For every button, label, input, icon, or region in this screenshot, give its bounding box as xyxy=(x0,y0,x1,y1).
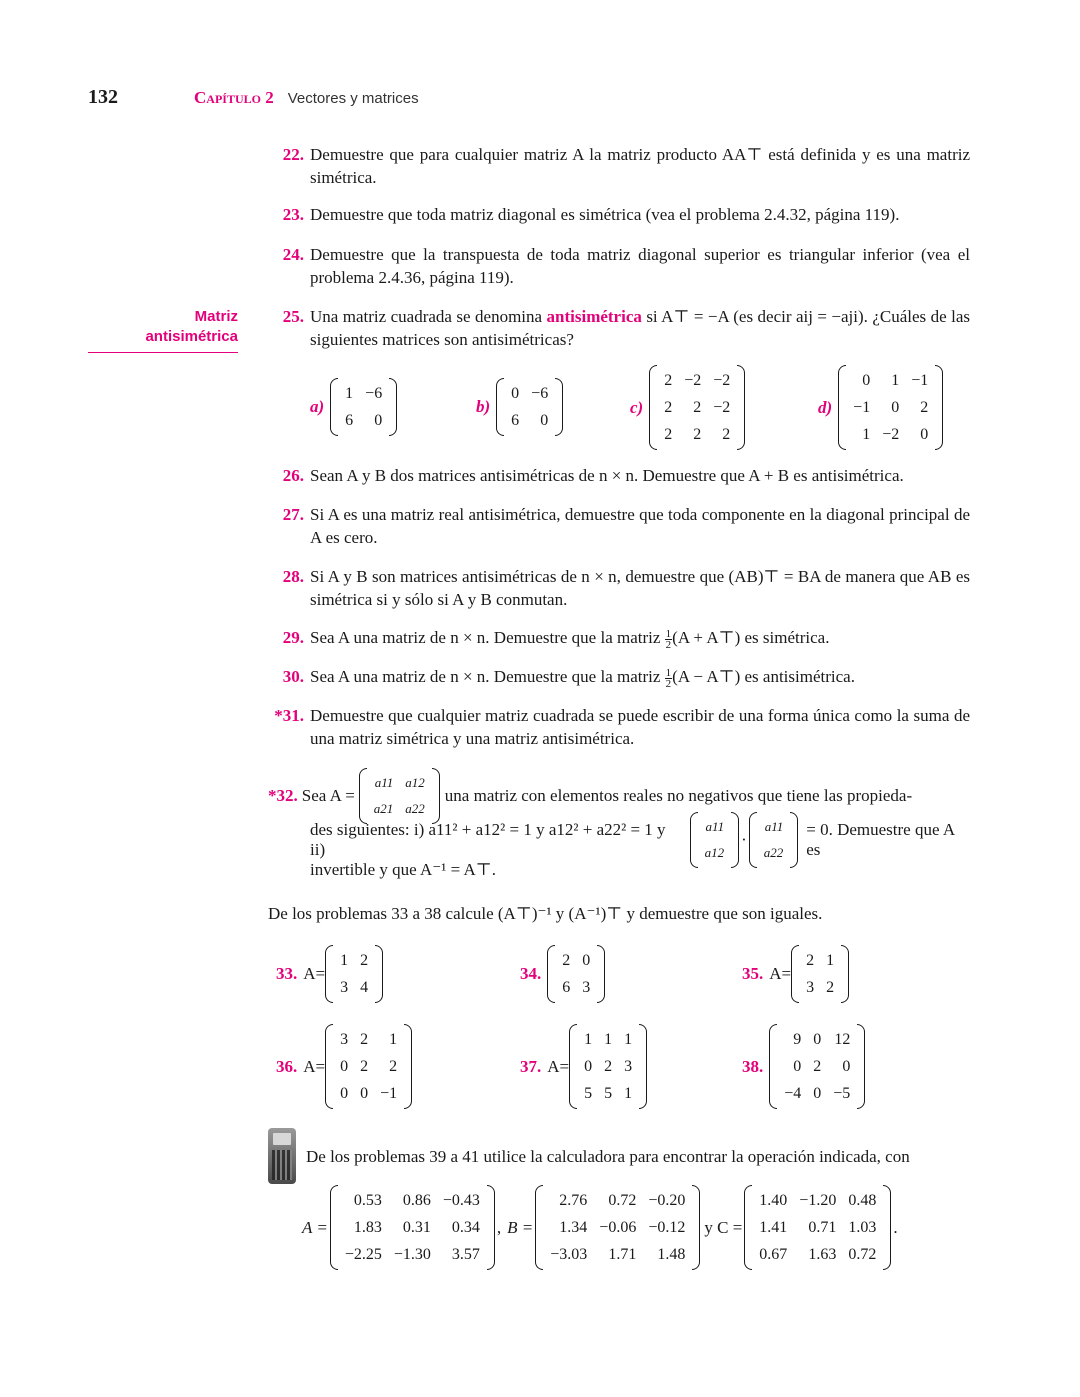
matrix-table xyxy=(339,380,388,434)
matrix-cell: 12 xyxy=(834,1031,851,1048)
matrix-cell: 1 xyxy=(826,952,835,969)
margin-note-line1: Matriz xyxy=(194,308,238,325)
matrix-cell: 0 xyxy=(793,1058,802,1075)
problem-text: Si A y B son matrices antisimétricas de n × n, demuestre que (AB)⊤ = BA de manera que AB es simétrica si y sólo si A y B conmutan. xyxy=(310,567,970,609)
matrix-table xyxy=(778,1026,856,1107)
intro-33-38: De los problemas 33 a 38 calcule (A⊤)⁻¹ y (A⁻¹)⊤ y demuestre que son iguales. xyxy=(268,904,823,923)
exercise-matrix xyxy=(325,945,383,1003)
problem-31 xyxy=(274,704,970,750)
running-head xyxy=(194,88,419,108)
calc-matrix-a xyxy=(330,1185,495,1270)
matrix-cell: −2 xyxy=(684,372,702,389)
matrix-d xyxy=(838,365,943,450)
matrix-row xyxy=(758,814,790,840)
exercise-matrix xyxy=(769,1024,865,1109)
matrix-cell: 2 xyxy=(826,979,835,996)
matrix-cell: 6 xyxy=(511,412,520,429)
matrix-cell: 2 xyxy=(562,952,571,969)
fraction-half: $\frac{1}{2}$ xyxy=(665,627,672,651)
matrix-cell: 3 xyxy=(340,979,349,996)
matrix-row xyxy=(544,1241,691,1268)
matrix-cell: 5 xyxy=(604,1085,613,1102)
matrix-cell: 1 xyxy=(604,1031,613,1048)
margin-note-line2: antisimétrica xyxy=(145,328,238,345)
matrix-row xyxy=(753,1241,882,1268)
matrix-cell: −0.20 xyxy=(648,1192,686,1209)
matrix-row xyxy=(556,974,596,1001)
problem-number: 25. xyxy=(282,307,304,326)
matrix-cell: −1 xyxy=(380,1085,398,1102)
exercise-number: 36. xyxy=(276,1056,298,1076)
matrix-b-label: B = xyxy=(507,1217,534,1237)
matrix-row xyxy=(505,407,554,434)
matrix-row xyxy=(334,974,374,1001)
exercise-prefix: A= xyxy=(303,964,326,983)
option-label: d) xyxy=(818,397,833,417)
problem-number: 24. xyxy=(282,245,304,264)
option-label: a) xyxy=(310,397,325,416)
matrix-cell: 0.31 xyxy=(402,1219,431,1236)
matrix-cell: 0.67 xyxy=(759,1246,788,1263)
exercise-matrix xyxy=(547,945,605,1003)
problem-text: Demuestre que toda matriz diagonal es simétrica (vea el problema 2.4.32, página 119). xyxy=(310,205,900,224)
matrix-cell: 0.53 xyxy=(353,1192,382,1209)
matrix-cell: 6 xyxy=(562,979,571,996)
matrix-cell: 0 xyxy=(862,372,871,389)
option-label: b) xyxy=(476,397,491,416)
problem-number: 29. xyxy=(282,628,304,647)
matrix-cell: a11 xyxy=(705,819,725,834)
matrix-cell: 2.76 xyxy=(559,1192,588,1209)
matrix-table xyxy=(753,1187,882,1268)
matrix-cell: 2 xyxy=(813,1058,822,1075)
matrix-cell: 1 xyxy=(389,1031,398,1048)
matrix-cell: 1.41 xyxy=(759,1219,788,1236)
exercise-matrix xyxy=(325,1024,412,1109)
matrix-row xyxy=(339,407,388,434)
exercise-35 xyxy=(742,945,849,1003)
matrix-cell: 1.48 xyxy=(657,1246,686,1263)
matrix-table xyxy=(578,1026,638,1107)
problem-number: *32. xyxy=(268,786,298,805)
problem-number: 30. xyxy=(282,667,304,686)
p25-option-d xyxy=(818,365,943,450)
matrix-cell: 0 xyxy=(511,385,520,402)
matrix-a-label: A = xyxy=(302,1217,328,1237)
p25-option-c xyxy=(630,365,745,450)
matrix-cell: 2 xyxy=(360,952,369,969)
intro-39-41: De los problemas 39 a 41 utilice la calculadora para encontrar la operación indicada, con xyxy=(306,1147,910,1166)
problem-text-post: (A − A⊤) es antisimétrica. xyxy=(672,667,855,686)
matrix-a xyxy=(330,378,397,436)
matrix-cell: 3 xyxy=(806,979,815,996)
matrix-row xyxy=(578,1080,638,1107)
matrix-cell: 5 xyxy=(584,1085,593,1102)
problem-number: 22. xyxy=(282,145,304,164)
problem-28 xyxy=(282,565,970,611)
matrix-cell: −4 xyxy=(784,1085,802,1102)
matrix-table xyxy=(556,947,596,1001)
matrix-cell: −1 xyxy=(911,372,929,389)
matrix-cell: 3 xyxy=(340,1031,349,1048)
matrix-cell: 0.48 xyxy=(848,1192,877,1209)
matrix-cell: 0 xyxy=(582,952,591,969)
matrix-c xyxy=(649,365,745,450)
matrix-cell: 1.83 xyxy=(353,1219,382,1236)
matrix-cell: 1 xyxy=(345,385,354,402)
matrix-cell: −2 xyxy=(713,372,731,389)
matrix-cell: 2 xyxy=(360,1031,369,1048)
matrix-table xyxy=(544,1187,691,1268)
problem-number: 28. xyxy=(282,567,304,586)
matrix-cell: 6 xyxy=(345,412,354,429)
matrix-row xyxy=(334,947,374,974)
exercise-36 xyxy=(276,1024,412,1109)
matrix-cell: −0.06 xyxy=(599,1219,637,1236)
problem-text-pre: Una matriz cuadrada se denomina xyxy=(310,307,547,326)
matrix-row xyxy=(658,421,736,448)
matrix-row xyxy=(699,814,731,840)
matrix-table xyxy=(334,1026,403,1107)
problem-text-pre: Sea A una matriz de n × n. Demuestre que la matriz xyxy=(310,667,665,686)
matrix-cell: 1 xyxy=(340,952,349,969)
problem-text-post: una matriz con elementos reales no negativos que tiene las propieda- xyxy=(444,786,913,805)
matrix-cell: 2 xyxy=(806,952,815,969)
exercise-37 xyxy=(520,1024,647,1109)
matrix-cell: 0.72 xyxy=(608,1192,637,1209)
matrix-table xyxy=(339,1187,486,1268)
exercise-38 xyxy=(742,1024,865,1109)
matrix-table xyxy=(800,947,840,1001)
matrix-c-label: y C = xyxy=(704,1217,743,1237)
matrix-cell: a12 xyxy=(704,845,725,860)
matrix-cell: 0 xyxy=(584,1058,593,1075)
matrix-cell: 0 xyxy=(340,1058,349,1075)
matrix-cell: 0.71 xyxy=(808,1219,837,1236)
matrix-cell: a11 xyxy=(374,775,394,790)
page-number: 132 xyxy=(88,86,118,108)
matrix-row xyxy=(658,394,736,421)
term-antisimetrica: antisimétrica xyxy=(546,307,642,326)
calc-matrix-c xyxy=(744,1185,891,1270)
matrix-cell: 2 xyxy=(693,399,702,416)
end-period: . xyxy=(893,1217,898,1237)
matrix-cell: −0.12 xyxy=(648,1219,686,1236)
matrix-cell: 1.71 xyxy=(608,1246,637,1263)
matrix-table xyxy=(658,367,736,448)
matrix-table xyxy=(334,947,374,1001)
matrix-cell: 0 xyxy=(360,1085,369,1102)
matrix-row xyxy=(753,1214,882,1241)
calculator-matrices xyxy=(302,1185,898,1270)
matrix-cell: 0 xyxy=(813,1085,822,1102)
matrix-cell: −1.30 xyxy=(393,1246,431,1263)
problem-text: Demuestre que la transpuesta de toda matriz diagonal superior es triangular inferior (vea el problema 2.4.36, página 119). xyxy=(310,245,970,287)
exercise-number: 33. xyxy=(276,964,298,983)
matrix-cell: 1 xyxy=(624,1031,633,1048)
problem-text-line2-pre: des siguientes: i) a11² + a12² = 1 y a12² + a22² = 1 y ii) xyxy=(310,820,666,859)
matrix-cell: −3.03 xyxy=(550,1246,588,1263)
matrix-row xyxy=(334,1080,403,1107)
problem-text: Demuestre que para cualquier matriz A la matriz producto AA⊤ está definida y es una matriz simétrica. xyxy=(310,145,970,187)
exercise-prefix: A= xyxy=(303,1056,326,1076)
matrix-cell: 9 xyxy=(793,1031,802,1048)
matrix-cell: 2 xyxy=(693,426,702,443)
problem-25 xyxy=(282,305,970,351)
matrix-row xyxy=(578,1026,638,1053)
matrix-cell: 2 xyxy=(360,1058,369,1075)
exercise-number: 34. xyxy=(520,964,542,983)
exercise-prefix: A= xyxy=(769,964,792,983)
matrix-cell: 2 xyxy=(664,399,673,416)
matrix-cell: −1 xyxy=(853,399,871,416)
exercise-matrix xyxy=(791,945,849,1003)
matrix-row xyxy=(800,974,840,1001)
matrix-cell: 2 xyxy=(664,426,673,443)
fraction-half: $\frac{1}{2}$ xyxy=(665,666,672,690)
exercise-matrix xyxy=(569,1024,647,1109)
matrix-cell: 0 xyxy=(374,412,383,429)
problem-text-pre: Sea A = xyxy=(301,786,355,805)
matrix-cell: 0 xyxy=(540,412,549,429)
matrix-cell: a22 xyxy=(405,801,425,816)
matrix-cell: −2 xyxy=(882,426,900,443)
matrix-b xyxy=(496,378,563,436)
calc-matrix-b xyxy=(535,1185,700,1270)
problem-number: *31. xyxy=(274,706,304,725)
separator: , xyxy=(496,1217,502,1237)
matrix-row xyxy=(847,394,934,421)
matrix-cell: 0 xyxy=(891,399,900,416)
matrix-cell: 2 xyxy=(389,1058,398,1075)
matrix-cell: 2 xyxy=(604,1058,613,1075)
problem-26 xyxy=(282,464,970,487)
matrix-cell: 1 xyxy=(891,372,900,389)
problem-text-pre: Sea A una matriz de n × n. Demuestre que la matriz xyxy=(310,628,665,647)
matrix-cell: a12 xyxy=(405,775,425,790)
problem-24 xyxy=(282,243,970,289)
problem-number: 26. xyxy=(282,466,304,485)
matrix-row xyxy=(578,1053,638,1080)
margin-note xyxy=(88,307,238,353)
matrix-cell: 1 xyxy=(624,1085,633,1102)
problem-27 xyxy=(282,503,970,549)
matrix-cell: 2 xyxy=(664,372,673,389)
matrix-row xyxy=(778,1053,856,1080)
matrix-cell: 0.72 xyxy=(848,1246,877,1263)
p25-option-b xyxy=(476,378,563,436)
problem-22 xyxy=(282,143,970,189)
matrix-row xyxy=(778,1080,856,1107)
exercise-number: 37. xyxy=(520,1056,542,1076)
matrix-cell: 3.57 xyxy=(451,1246,480,1263)
exercise-number: 38. xyxy=(742,1056,764,1076)
matrix-row xyxy=(544,1214,691,1241)
problem-text: Si A es una matriz real antisimétrica, demuestre que toda componente en la diagonal principal de A es cero. xyxy=(310,505,970,547)
matrix-cell: 1.63 xyxy=(808,1246,837,1263)
matrix-row xyxy=(778,1026,856,1053)
matrix-cell: 1 xyxy=(584,1031,593,1048)
matrix-row xyxy=(334,1053,403,1080)
option-label: c) xyxy=(630,397,644,417)
matrix-row xyxy=(334,1026,403,1053)
problem-text-line2-post: = 0. Demuestre que A es xyxy=(806,820,955,859)
exercise-number: 35. xyxy=(742,964,764,983)
matrix-cell: a21 xyxy=(373,801,394,816)
matrix-row xyxy=(847,421,934,448)
problem-23 xyxy=(282,203,970,226)
matrix-cell: −2 xyxy=(713,399,731,416)
matrix-row xyxy=(658,367,736,394)
matrix-row xyxy=(368,770,431,796)
problem-32-line3: invertible y que A⁻¹ = A⊤. xyxy=(310,860,497,879)
matrix-row xyxy=(800,947,840,974)
problem-number: 23. xyxy=(282,205,304,224)
matrix-cell: −5 xyxy=(833,1085,851,1102)
problem-30 xyxy=(282,665,970,690)
matrix-row xyxy=(339,1187,486,1214)
matrix-cell: 0 xyxy=(813,1031,822,1048)
matrix-table xyxy=(847,367,934,448)
matrix-cell: 3 xyxy=(582,979,591,996)
problem-text: Demuestre que cualquier matriz cuadrada se puede escribir de una forma única como la suma de una matriz simétrica y una matriz antisimétrica. xyxy=(310,706,970,748)
matrix-cell: −6 xyxy=(365,385,383,402)
matrix-cell: −2.25 xyxy=(344,1246,382,1263)
matrix-cell: 0 xyxy=(340,1085,349,1102)
dot-operator: · xyxy=(741,830,747,849)
matrix-cell: 1.03 xyxy=(848,1219,877,1236)
problem-text-post: (A + A⊤) es simétrica. xyxy=(672,628,830,647)
matrix-cell: 3 xyxy=(624,1058,633,1075)
problem-29 xyxy=(282,626,970,651)
matrix-cell: a11 xyxy=(764,819,784,834)
matrix-cell: 0.34 xyxy=(451,1219,480,1236)
chapter-title: Vectores y matrices xyxy=(287,90,419,107)
problem-number: 27. xyxy=(282,505,304,524)
problem-text-post: si A⊤ = −A (es decir aij = −aji). ¿Cuáles de las siguientes matrices son antisimétricas? xyxy=(310,307,970,349)
matrix-cell: −6 xyxy=(531,385,549,402)
calculator-icon xyxy=(268,1128,296,1184)
exercise-prefix: A= xyxy=(547,1056,570,1076)
matrix-cell: 0.86 xyxy=(402,1192,431,1209)
matrix-table xyxy=(505,380,554,434)
matrix-row xyxy=(505,380,554,407)
matrix-cell: 1.34 xyxy=(559,1219,588,1236)
matrix-row xyxy=(339,1214,486,1241)
problem-text: Sean A y B dos matrices antisimétricas de n × n. Demuestre que A + B es antisimétrica. xyxy=(310,466,904,485)
matrix-row xyxy=(339,380,388,407)
matrix-row xyxy=(753,1187,882,1214)
matrix-cell: 2 xyxy=(722,426,731,443)
matrix-cell: 1.40 xyxy=(759,1192,788,1209)
p25-option-a xyxy=(310,378,397,436)
matrix-cell: 0 xyxy=(920,426,929,443)
matrix-cell: 0 xyxy=(842,1058,851,1075)
exercise-34 xyxy=(520,945,605,1003)
matrix-cell: a22 xyxy=(763,845,784,860)
matrix-cell: 2 xyxy=(920,399,929,416)
matrix-row xyxy=(339,1241,486,1268)
matrix-cell: −0.43 xyxy=(442,1192,480,1209)
chapter-label: Capítulo 2 xyxy=(194,88,274,107)
exercise-33 xyxy=(276,945,383,1003)
matrix-cell: 1 xyxy=(862,426,871,443)
matrix-cell: −1.20 xyxy=(799,1192,837,1209)
matrix-row xyxy=(544,1187,691,1214)
matrix-row xyxy=(556,947,596,974)
matrix-row xyxy=(847,367,934,394)
matrix-cell: 4 xyxy=(360,979,369,996)
